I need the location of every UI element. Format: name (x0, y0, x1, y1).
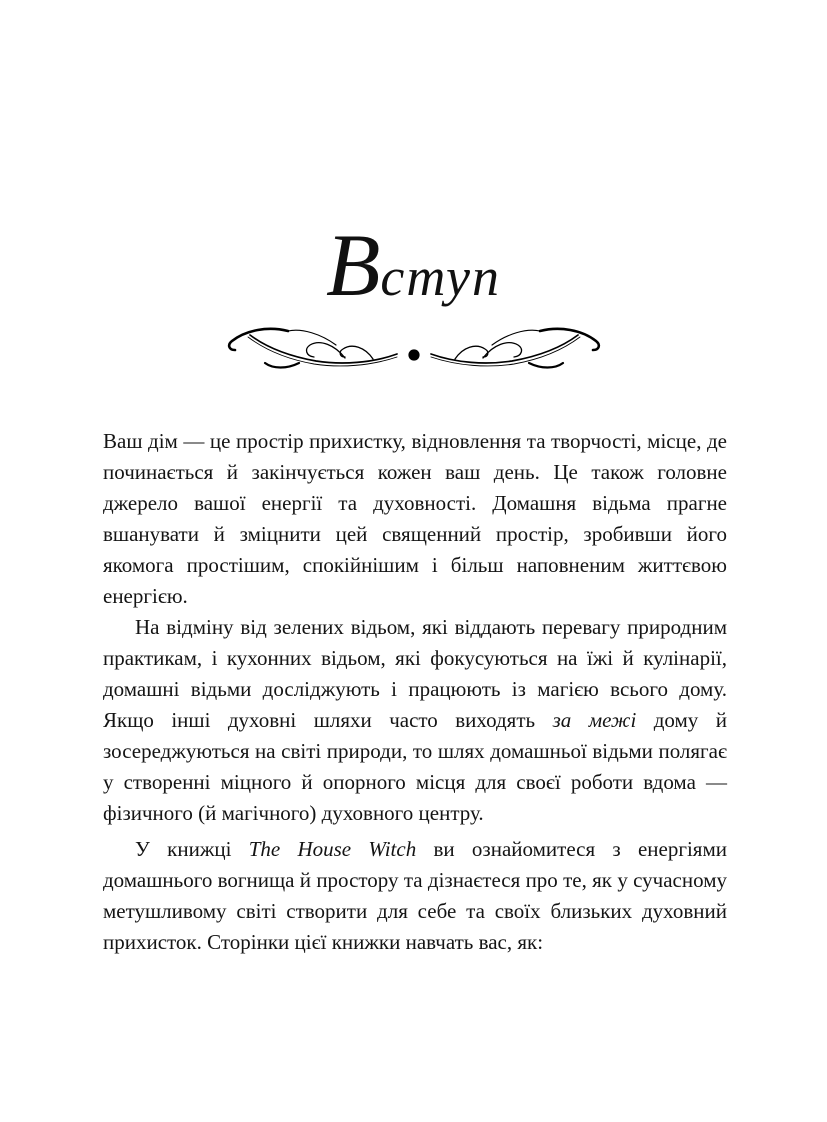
italic-text-run: The House Witch (248, 837, 417, 861)
flourish-divider-icon (224, 324, 604, 370)
divider-center-dot (408, 349, 419, 360)
chapter-body (103, 426, 727, 958)
text-run: Ваш дім — це простір прихистку, відновлення та творчості, місце, де починається й закінчується кожен ваш день. Це також головне джерело вашої енергії та духовності. Домашня відьма прагне вшанувати й зміцнити цей священний простір, зробивши його якомога простішим, спокійнішим і більш наповненим життєвою енергією. (103, 429, 727, 608)
paragraph (103, 612, 727, 829)
text-run: На відміну від зелених відьом, які віддають перевагу природним практикам, і кухонних відьом, які фокусуються на їжі й кулінарії, домашні відьми досліджують і працюють із магією всього дому. Якщо інші духовні шляхи часто виходять (103, 615, 727, 732)
flourish-divider (0, 324, 827, 370)
paragraph (103, 426, 727, 612)
text-run: У книжці (135, 837, 249, 861)
italic-text-run: за межі (552, 708, 637, 732)
chapter-title: Вступ (325, 217, 502, 315)
text-run: дому й зосереджуються на світі природи, то шлях домашньої відьми полягає у створенні міцного й опорного місця для своєї роботи вдома — фізичного (й магічного) духовного центру. (103, 708, 727, 825)
text-run: ви ознайомитеся з енергіями домашнього вогнища й простору та дізнаєтеся про те, як у сучасному метушливому світі створити для себе та своїх близьких духовний прихисток. Сторінки цієї книжки навчать вас, як: (103, 837, 727, 954)
paragraph (103, 834, 727, 958)
